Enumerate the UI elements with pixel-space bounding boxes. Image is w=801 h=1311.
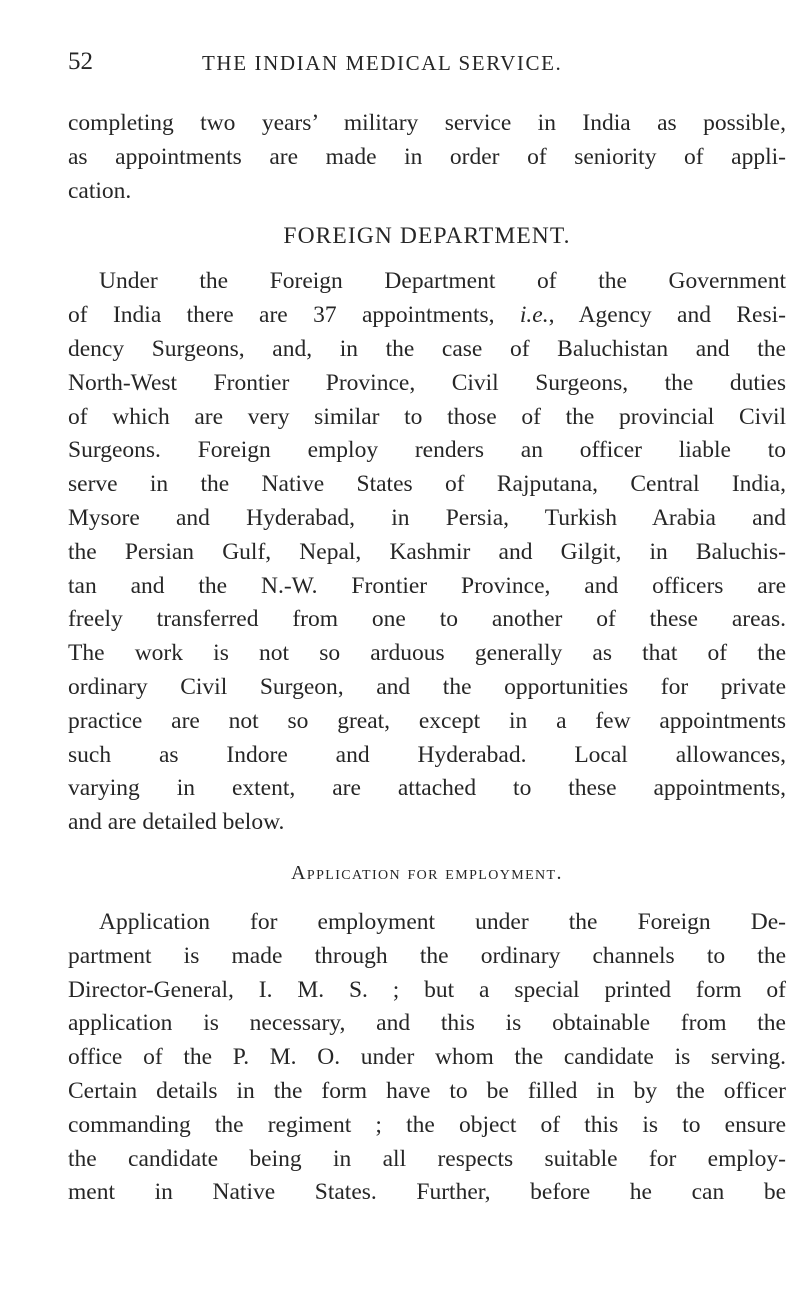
text-fragment: of India there are 37 appointments, xyxy=(68,302,520,329)
text-line: The work is not so arduous generally as that of the xyxy=(68,640,786,667)
intro-paragraph xyxy=(68,107,786,208)
text-line: serve in the Native States of Rajputana, Central India, xyxy=(68,471,786,498)
text-line: Mysore and Hyderabad, in Persia, Turkish Arabia and xyxy=(68,504,786,531)
text-line: tan and the N.-W. Frontier Province, and officers are xyxy=(68,572,786,599)
text-line: of which are very similar to those of the provincial Civil xyxy=(68,403,786,430)
text-line: and are detailed below. xyxy=(68,809,285,836)
running-head: THE INDIAN MEDICAL SERVICE. xyxy=(202,51,563,75)
page-number: 52 xyxy=(68,48,93,75)
foreign-department-paragraph xyxy=(68,265,786,840)
application-paragraph xyxy=(68,906,786,1210)
text-line: application is necessary, and this is obtainable from the xyxy=(68,1010,786,1037)
text-line: cation. xyxy=(68,177,132,204)
text-line: the candidate being in all respects suitable for employ- xyxy=(68,1145,786,1172)
text-fragment: , Agency and Resi- xyxy=(548,302,786,329)
text-line: Director-General, I. M. S. ; but a special printed form of xyxy=(68,976,786,1003)
text-line xyxy=(68,299,786,333)
text-line: dency Surgeons, and, in the case of Baluchistan and the xyxy=(68,335,786,362)
section-heading-application: Application for employment. xyxy=(291,861,563,884)
text-line: varying in extent, are attached to these appointments, xyxy=(68,775,786,802)
text-line: Certain details in the form have to be filled in by the officer xyxy=(68,1077,786,1104)
text-line: the Persian Gulf, Nepal, Kashmir and Gilgit, in Baluchis- xyxy=(68,538,786,565)
text-line: Application for employment under the Foreign De- xyxy=(99,908,786,935)
text-line: freely transferred from one to another of these areas. xyxy=(68,606,786,633)
text-line: partment is made through the ordinary channels to the xyxy=(68,942,786,969)
section-heading-foreign-department: FOREIGN DEPARTMENT. xyxy=(283,223,571,250)
text-line: ment in Native States. Further, before he can be xyxy=(68,1179,786,1206)
text-line: Under the Foreign Department of the Government xyxy=(99,268,786,295)
text-line: office of the P. M. O. under whom the candidate is serving. xyxy=(68,1044,786,1071)
text-line: such as Indore and Hyderabad. Local allowances, xyxy=(68,741,786,768)
text-line: completing two years’ military service in India as possible, xyxy=(68,110,786,136)
italic-ie: i.e. xyxy=(519,302,549,329)
text-line: commanding the regiment ; the object of this is to ensure xyxy=(68,1111,786,1138)
text-line: North-West Frontier Province, Civil Surgeons, the duties xyxy=(68,369,786,396)
text-line: Surgeons. Foreign employ renders an officer liable to xyxy=(68,437,786,464)
text-line: practice are not so great, except in a few appointments xyxy=(68,707,786,734)
body-text xyxy=(68,107,786,1210)
page-header xyxy=(68,47,768,77)
text-line: ordinary Civil Surgeon, and the opportunities for private xyxy=(68,673,786,700)
text-line: as appointments are made in order of seniority of appli- xyxy=(68,143,786,170)
